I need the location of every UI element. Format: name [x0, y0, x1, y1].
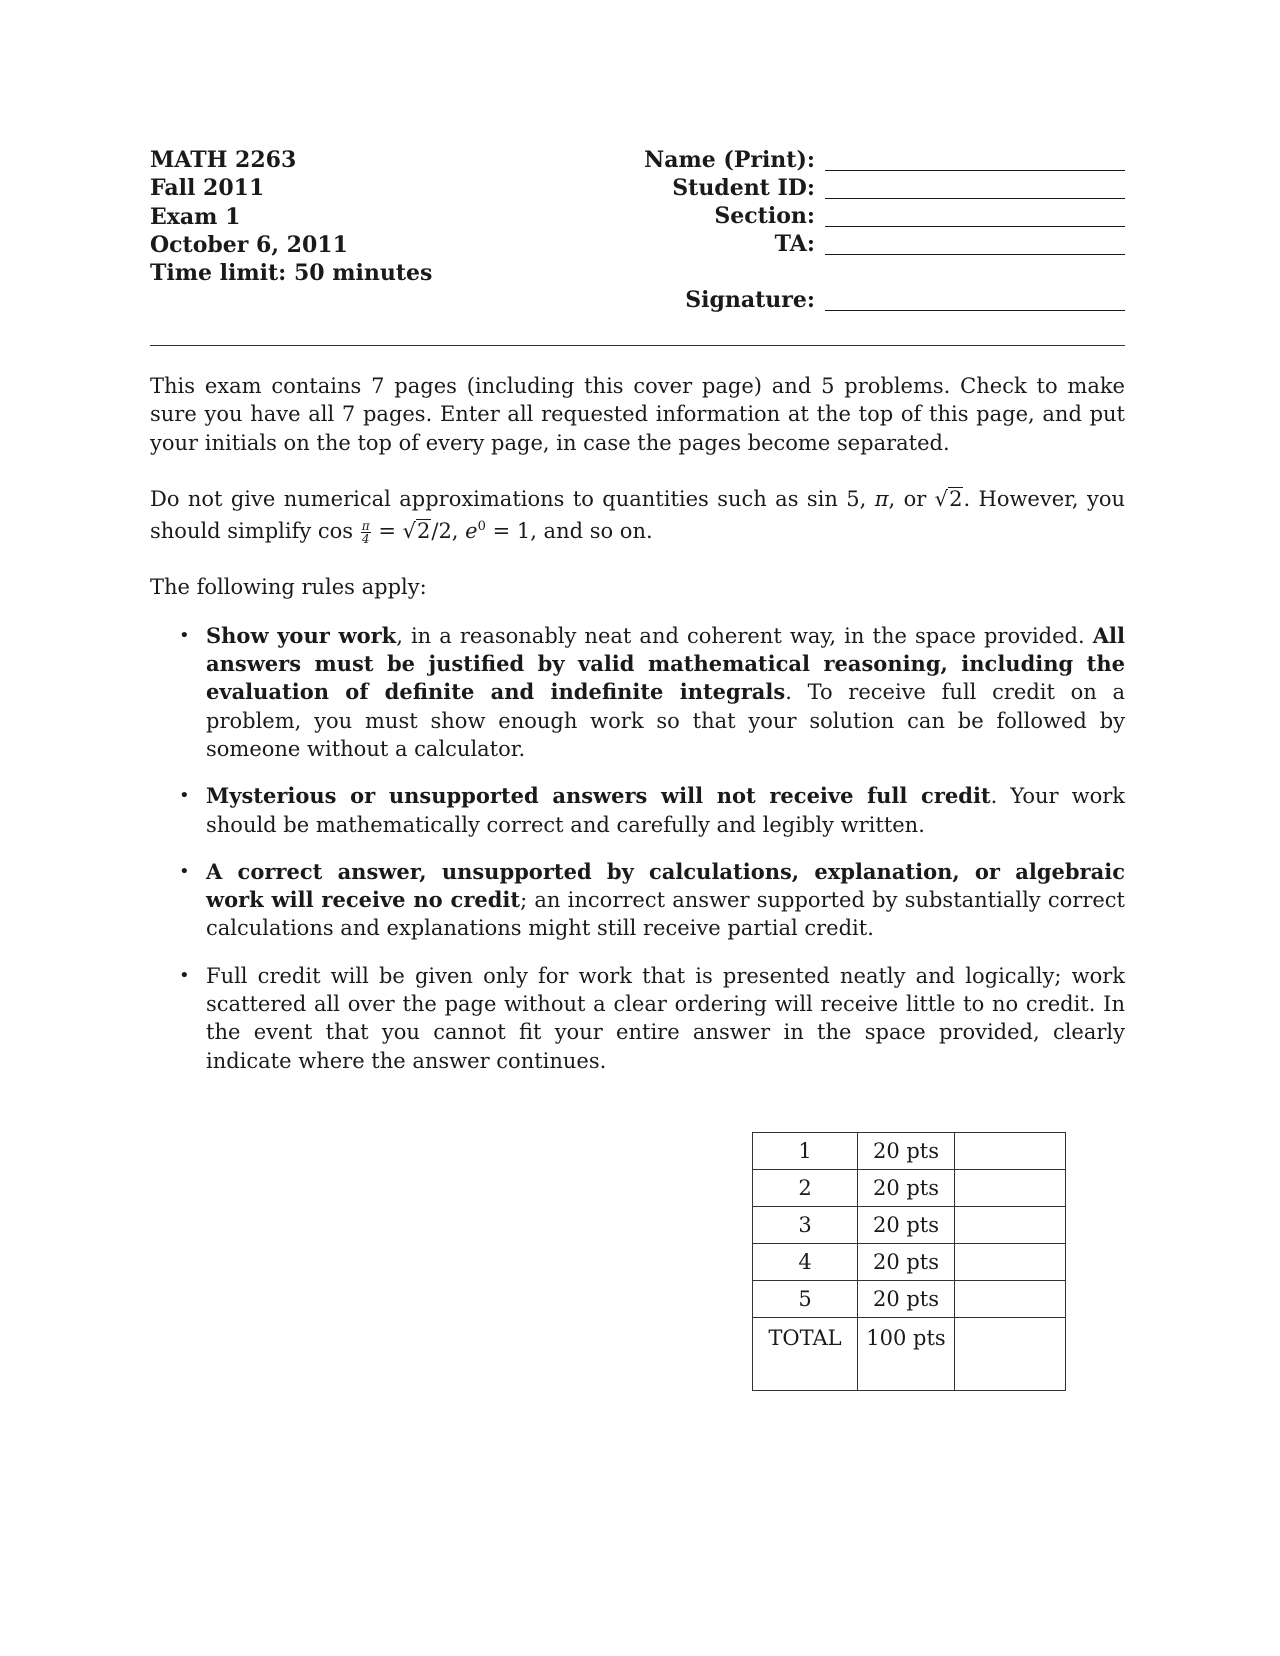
course-info [150, 146, 432, 287]
total-row [753, 1318, 1066, 1391]
table-row [753, 1207, 1066, 1244]
bullet-icon: • [179, 785, 190, 807]
problem-points: 20 pts [858, 1281, 955, 1318]
bullet-icon: • [179, 624, 190, 646]
problem-points: 20 pts [858, 1170, 955, 1207]
score-cell[interactable] [955, 1170, 1066, 1207]
exam-number: Exam 1 [150, 203, 241, 230]
table-row [753, 1170, 1066, 1207]
problem-number: 1 [753, 1133, 858, 1170]
student-id-field[interactable] [625, 174, 1125, 202]
problem-number: 5 [753, 1281, 858, 1318]
rule-item-show-work: • Show your work, in a reasonably neat and coherent way, in the space provided. All answers must be justified by valid mathematical reasoning, including the evaluation of definite and indefinite integrals. To receive full credit on a problem, you must show enough work so that your solution can be followed by someone without a calculator. [179, 622, 1126, 761]
rules-list [150, 622, 1125, 1075]
name-blank-line[interactable] [825, 170, 1125, 171]
total-score-cell[interactable] [955, 1318, 1066, 1391]
section-label: Section: [714, 203, 815, 229]
bullet-icon: • [179, 860, 190, 882]
table-row [753, 1281, 1066, 1318]
rule-item-no-credit: • A correct answer, unsupported by calculations, explanation, or algebraic work will receive no credit; an incorrect answer supported by substantially correct calculations and explanations might still receive partial credit. [179, 858, 1125, 941]
intro-paragraph: This exam contains 7 pages (including this cover page) and 5 problems. Check to make sure you have all 7 pages. Enter all requested information at the top of this page, and put your initials on the top of every page, in case the pages become separated. [150, 374, 1125, 455]
rules-intro: The following rules apply: [150, 575, 427, 600]
course-code: MATH 2263 [150, 147, 297, 173]
ta-label: TA: [774, 231, 815, 257]
ta-blank-line[interactable] [825, 254, 1125, 255]
name-field[interactable] [625, 146, 1125, 174]
rule-item-unsupported-answers: • Mysterious or unsupported answers will not receive full credit. Your work should be mathematically correct and carefully and legibly written. [179, 783, 1126, 837]
problem-points: 20 pts [858, 1133, 955, 1170]
score-table [752, 1132, 1066, 1391]
signature-label: Signature: [685, 287, 815, 313]
pi-over-4-fraction: $\frac{\pi}{4}$ [361, 519, 370, 547]
term: Fall 2011 [150, 175, 265, 202]
problem-number: 4 [753, 1244, 858, 1281]
problem-points: 20 pts [858, 1244, 955, 1281]
bullet-icon: • [179, 964, 190, 986]
score-cell[interactable] [955, 1244, 1066, 1281]
score-cell[interactable] [955, 1281, 1066, 1318]
total-points: 100 pts [858, 1318, 955, 1391]
instructions [150, 372, 1125, 1094]
problem-points: 20 pts [858, 1207, 955, 1244]
student-id-blank-line[interactable] [825, 198, 1125, 199]
table-row [753, 1133, 1066, 1170]
exam-cover-page [150, 146, 1126, 1073]
exam-date: October 6, 2011 [150, 231, 348, 258]
total-label: TOTAL [753, 1318, 858, 1391]
section-field[interactable] [625, 202, 1125, 230]
header [150, 146, 1125, 326]
name-label: Name (Print): [644, 147, 815, 173]
section-blank-line[interactable] [825, 226, 1125, 227]
time-limit: Time limit: 50 minutes [150, 260, 433, 287]
signature-field[interactable] [625, 286, 1125, 314]
problem-number: 3 [753, 1207, 858, 1244]
ta-field[interactable] [625, 230, 1125, 258]
horizontal-divider [150, 345, 1125, 346]
signature-blank-line[interactable] [825, 310, 1125, 311]
approximation-paragraph: Do not give numerical approximations to quantities such as sin 5, π, or √2. However, you should simplify cos $\frac{\pi}{4}$ = √2/2, $e^0 = 1$, and so on. [150, 486, 1125, 547]
rule-item-neatness: • Full credit will be given only for work that is presented neatly and logically; work scattered all over the page without a clear ordering will receive little to no credit. In the event that you cannot fit your entire answer in the space provided, clearly indicate where the answer continues. [179, 963, 1125, 1073]
table-row [753, 1244, 1066, 1281]
student-id-label: Student ID: [672, 175, 815, 201]
score-cell[interactable] [955, 1207, 1066, 1244]
problem-number: 2 [753, 1170, 858, 1207]
score-cell[interactable] [955, 1133, 1066, 1170]
